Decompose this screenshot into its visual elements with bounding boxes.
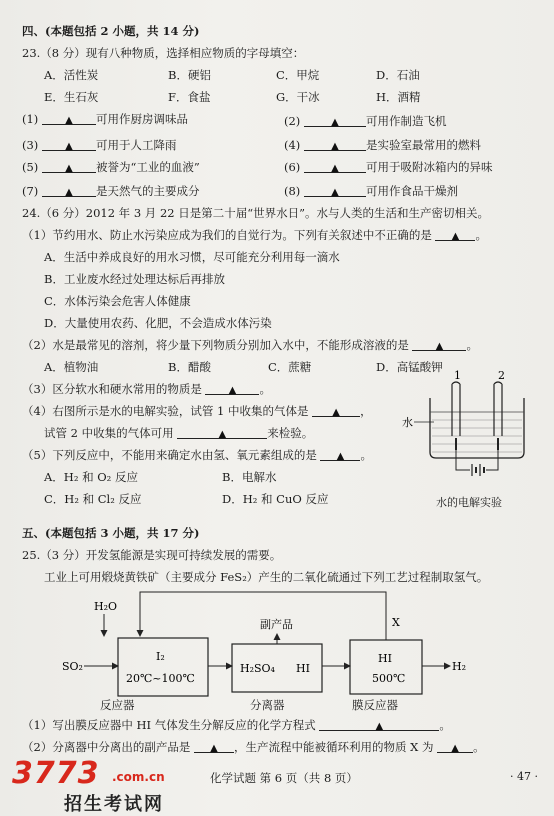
answer-blank[interactable]: ▲: [42, 138, 96, 151]
answer-blank[interactable]: ▲: [412, 338, 466, 351]
hi-label-1: HI: [296, 662, 310, 675]
q24-part-2: （2）水是最常见的溶剂，将少量下列物质分别加入水中，不能形成溶液的是 ▲ 。: [22, 338, 478, 352]
q23-item-3: (3) ▲ 可用于人工降雨: [22, 138, 177, 152]
q24-part-4a: （4）右图所示是水的电解实验，试管 1 中收集的气体是 ▲ ，: [22, 404, 372, 418]
q23-option-c: C．甲烷: [276, 68, 320, 82]
q23-stem: 23.（8 分）现有八种物质，选择相应物质的字母填空：: [22, 46, 305, 60]
q24-p5-option-a: A．H₂ 和 O₂ 反应: [44, 470, 138, 484]
x-label: X: [392, 616, 400, 629]
h2o-label: H₂O: [94, 600, 118, 613]
watermark-site-name: 招生考试网: [64, 794, 164, 815]
temp2-label: 500℃: [372, 672, 406, 685]
watermark-number: 3773: [12, 756, 100, 791]
answer-blank[interactable]: ▲: [304, 114, 366, 127]
answer-blank[interactable]: ▲: [304, 138, 366, 151]
q23-item-2: (2) ▲ 可用作制造飞机: [284, 114, 447, 128]
answer-blank[interactable]: ▲: [42, 184, 96, 197]
answer-blank[interactable]: ▲: [42, 160, 96, 173]
temp1-label: 20℃~100℃: [126, 672, 195, 685]
q25-line2: 工业上可用煅烧黄铁矿（主要成分 FeS₂）产生的二氧化硫通过下列工艺过程制取氢气。: [44, 570, 489, 584]
membrane-reactor-label: 膜反应器: [352, 698, 398, 712]
q24-p5-option-b: B．电解水: [222, 470, 277, 484]
q24-part-4b: 试管 2 中收集的气体可用 ▲ 来检验。: [44, 426, 314, 440]
answer-blank[interactable]: ▲: [42, 112, 96, 125]
site-watermark-logo: [4, 756, 184, 814]
q24-p2-option-c: C．蔗糖: [268, 360, 312, 374]
hydrogen-process-diagram: [60, 588, 490, 706]
q23-item-8: (8) ▲ 可用作食品干燥剂: [284, 184, 458, 198]
q23-item-7: (7) ▲ 是天然气的主要成分: [22, 184, 200, 198]
section-4-title: 四、(本题包括 2 小题，共 14 分): [22, 24, 200, 38]
page-footer: 化学试题 第 6 页（共 8 页）: [210, 771, 358, 785]
q24-p2-option-a: A．植物油: [44, 360, 99, 374]
so2-label: SO₂: [62, 660, 83, 673]
h2-label: H₂: [452, 660, 467, 673]
answer-blank[interactable]: ▲: [177, 426, 267, 439]
q23-item-5: (5) ▲ 被誉为“工业的血液”: [22, 160, 200, 174]
q23-item-6: (6) ▲ 可用于吸附冰箱内的异味: [284, 160, 493, 174]
q23-item-4: (4) ▲ 是实验室最常用的燃料: [284, 138, 481, 152]
electrolysis-caption: 水的电解实验: [436, 496, 502, 509]
q24-stem: 24.（6 分）2012 年 3 月 22 日是第二十届“世界水日”。水与人类的生活和生产密切相关。: [22, 206, 490, 220]
reactor-box: [118, 638, 208, 696]
answer-blank[interactable]: ▲: [304, 160, 366, 173]
q24-p2-option-d: D．高锰酸钾: [376, 360, 443, 374]
q23-option-g: G．干冰: [276, 90, 320, 104]
electrolysis-figure: [402, 366, 536, 486]
water-label: 水: [402, 416, 413, 429]
q23-option-b: B．硬铝: [168, 68, 211, 82]
q24-part-3: （3）区分软水和硬水常用的物质是 ▲ 。: [22, 382, 271, 396]
i2-label: I₂: [156, 650, 165, 663]
q24-p5-option-d: D．H₂ 和 CuO 反应: [222, 492, 329, 506]
q23-option-h: H．酒精: [376, 90, 421, 104]
answer-blank[interactable]: ▲: [319, 718, 439, 731]
byproduct-label: 副产品: [260, 618, 293, 631]
q23-option-e: E．生石灰: [44, 90, 99, 104]
q25-part-2: （2）分离器中分离出的副产品是 ▲ ，生产流程中能被循环利用的物质 X 为 ▲ 。: [22, 740, 485, 754]
answer-blank[interactable]: ▲: [304, 184, 366, 197]
q24-p1-option-a: A．生活中养成良好的用水习惯，尽可能充分利用每一滴水: [44, 250, 340, 264]
answer-blank[interactable]: ▲: [435, 228, 475, 241]
q23-option-f: F．食盐: [168, 90, 211, 104]
tube-2-label: 2: [498, 369, 505, 382]
section-5-title: 五、(本题包括 3 小题，共 17 分): [22, 526, 200, 540]
separator-label: 分离器: [250, 698, 285, 712]
q25-part-1: （1）写出膜反应器中 HI 气体发生分解反应的化学方程式 ▲ 。: [22, 718, 451, 732]
tube-1-label: 1: [454, 369, 461, 382]
q24-p5-option-c: C．H₂ 和 Cl₂ 反应: [44, 492, 142, 506]
q24-part-5: （5）下列反应中，不能用来确定水由氢、氧元素组成的是 ▲ 。: [22, 448, 372, 462]
membrane-reactor-box: [350, 640, 422, 694]
q24-p1-option-c: C．水体污染会危害人体健康: [44, 294, 191, 308]
answer-blank[interactable]: ▲: [194, 740, 234, 753]
q24-p1-option-b: B．工业废水经过处理达标后再排放: [44, 272, 225, 286]
q23-option-a: A．活性炭: [44, 68, 99, 82]
q25-stem: 25.（3 分）开发氢能源是实现可持续发展的需要。: [22, 548, 282, 562]
q23-option-d: D．石油: [376, 68, 420, 82]
page-number: · 47 ·: [510, 770, 538, 783]
q24-p1-option-d: D．大量使用农药、化肥，不会造成水体污染: [44, 316, 272, 330]
answer-blank[interactable]: ▲: [205, 382, 259, 395]
hi-label-2: HI: [378, 652, 392, 665]
answer-blank[interactable]: ▲: [437, 740, 473, 753]
watermark-domain: .com.cn: [112, 770, 165, 784]
answer-blank[interactable]: ▲: [312, 404, 360, 417]
reactor-label: 反应器: [100, 698, 135, 712]
q24-p2-option-b: B．醋酸: [168, 360, 211, 374]
q24-part-1: （1）节约用水、防止水污染应成为我们的自觉行为。下列有关叙述中不正确的是 ▲ 。: [22, 228, 487, 242]
answer-blank[interactable]: ▲: [320, 448, 360, 461]
h2so4-label: H₂SO₄: [240, 662, 275, 675]
q23-item-1: (1) ▲ 可用作厨房调味品: [22, 112, 188, 126]
